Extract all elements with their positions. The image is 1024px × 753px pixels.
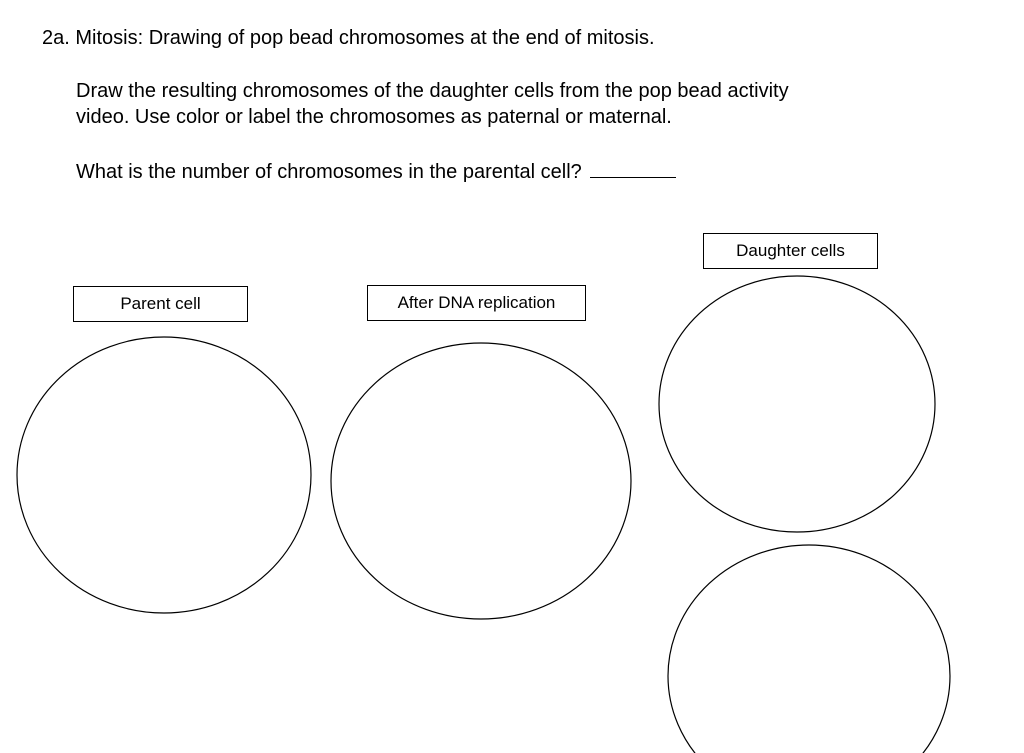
instruction-line-2: video. Use color or label the chromosomes as paternal or maternal. [76,106,672,128]
question-heading: 2a. Mitosis: Drawing of pop bead chromosomes at the end of mitosis. [42,27,655,49]
parent-cell-circle[interactable] [17,337,311,613]
daughter-cells-label: Daughter cells [703,233,878,269]
daughter-cell-bottom-circle[interactable] [668,545,950,753]
after-replication-cell-circle[interactable] [331,343,631,619]
instruction-line-1: Draw the resulting chromosomes of the daughter cells from the pop bead activity [76,80,789,102]
chromosome-count-prompt: What is the number of chromosomes in the parental cell? [76,161,582,183]
parent-cell-label: Parent cell [73,286,248,322]
daughter-cell-top-circle[interactable] [659,276,935,532]
after-dna-replication-label: After DNA replication [367,285,586,321]
